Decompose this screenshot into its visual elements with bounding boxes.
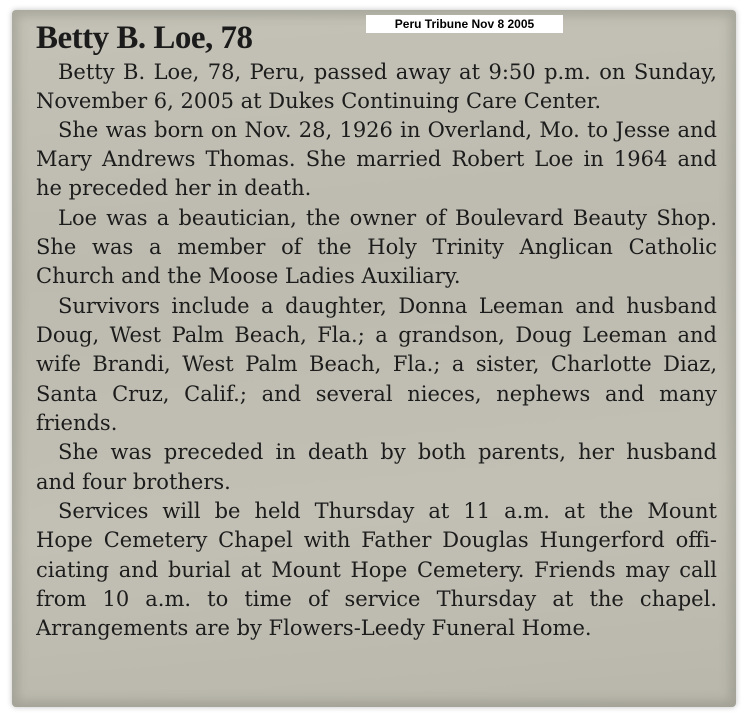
body-line: Church and the Moose Ladies Auxiliary.: [36, 264, 461, 288]
body-line: Mary Andrews Thomas. She married Robert Loe in 1964 and: [36, 147, 717, 171]
body-line: and four brothers.: [36, 470, 231, 494]
body-line: Betty B. Loe, 78, Peru, passed away at 9:50 p.m. on Sunday,: [58, 60, 717, 84]
body-line: he preceded her in death.: [36, 176, 312, 200]
body-line: ciating and burial at Mount Hope Cemetery. Friends may call: [36, 558, 717, 582]
body-line: Survivors include a daughter, Donna Leeman and husband: [58, 294, 717, 318]
body-line: friends.: [36, 411, 118, 435]
body-line: She was born on Nov. 28, 1926 in Overland, Mo. to Jesse and: [58, 118, 717, 142]
body-line: She was a member of the Holy Trinity Anglican Catholic: [36, 235, 717, 259]
body-line: wife Brandi, West Palm Beach, Fla.; a sister, Charlotte Diaz,: [36, 352, 717, 376]
body-line: Services will be held Thursday at 11 a.m. at the Mount: [58, 499, 717, 523]
body-line: Loe was a beautician, the owner of Boulevard Beauty Shop.: [58, 206, 717, 230]
body-line: She was preceded in death by both parents, her husband: [58, 440, 717, 464]
body-line: Doug, West Palm Beach, Fla.; a grandson, Doug Leeman and: [36, 323, 717, 347]
body-line: Arrangements are by Flowers-Leedy Funeral Home.: [36, 616, 592, 640]
source-label: Peru Tribune Nov 8 2005: [366, 15, 563, 33]
body-line: from 10 a.m. to time of service Thursday at the chapel.: [36, 587, 717, 611]
body-line: Hope Cemetery Chapel with Father Douglas Hungerford offi-: [36, 528, 717, 552]
body-line: Santa Cruz, Calif.; and several nieces, nephews and many: [36, 382, 717, 406]
obituary-headline: Betty B. Loe, 78: [36, 20, 253, 56]
body-line: November 6, 2005 at Dukes Continuing Care Center.: [36, 89, 602, 113]
